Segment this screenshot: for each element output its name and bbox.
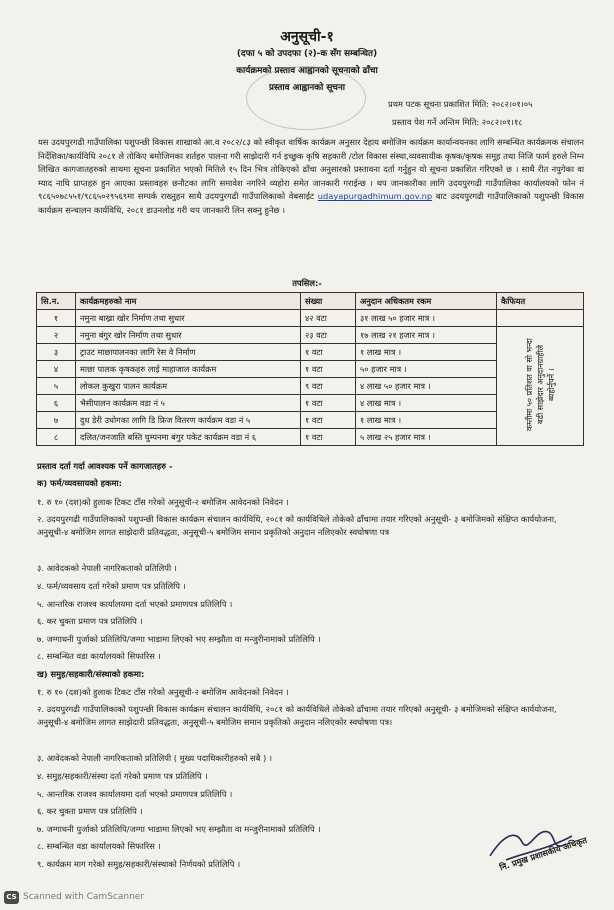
intro-paragraph <box>38 136 584 218</box>
cell-amount: ३१ लाख ५० हजार मात्र । <box>356 310 497 327</box>
camscanner-label: Scanned with CamScanner <box>23 892 145 902</box>
cell-program: नमुना बंगुर खोर निर्माण तथा सुधार <box>76 327 301 344</box>
intro-text-1: यस उदयपुरगढी गाउँपालिका पशुपन्छी विकास शाखाको आ.व २०८२/८३ को स्वीकृत वार्षिक कार्यक्रम अनुसार देहाय बमोजिम कार्यक्रम कार्यान्वयनका लागि सम्बन्धित कार्यक्रमक संचालन निर्देशिका/कार्यविधि २०८१ ले तोकिए बमोजिमका शर्तहरु पालना गरी साझेदारी गर्न इच्छुक कृषि सहकारी /टोल विकास संस्था,व्यवसायीक कृषक/कृषक समूह तथा निजि फार्म हरुले निम्न लिखित कागजातहरुको साथमा सूचना प्रकाशित भएको मितिले १५ दिन भित्र तोकिएको ढाँचा अनुसारको प्रस्तावना दर्ता गर्नुहुन यो सूचना प्रकाशित गरिएको छ । साथै रीत नपुगेका वा म्याद नाघि प्राप्तहरु हुन आएका प्रस्तावहरु छनौटका लागि समावेश नगरिने व्यहोरा समेत जानकारी गराईन्छ । थप जानकारीका लागि उदयपुरगढी गाउँपालिका कार्यालयको फोन नं ९८६५०७८५५१/९८६५०२९५६९मा सम्पर्क राख्नुहन साथै उदयपुरगढी गाउँपालिकाको वेबसाईट <box>38 137 584 202</box>
list-item: ६. कर चुक्ता प्रमाण पत्र प्रतिलिपि । <box>37 806 143 816</box>
col-header-count: संख्या <box>301 293 356 310</box>
documents-heading: प्रस्ताव दर्ता गर्दा आवश्यक पर्ने कागजातहरु - <box>37 461 173 471</box>
first-publish-date: प्रथम पटक सूचना प्रकाशित मिति: २०८२।०१।०५ <box>388 99 533 109</box>
cell-sn: १ <box>37 310 76 327</box>
col-header-program: कार्यक्रमहरुको नाम <box>76 293 301 310</box>
col-header-remarks: कैफियत <box>497 293 584 310</box>
cell-count: १ वटा <box>301 412 356 429</box>
list-item: ४. समुह/सहकारी/संस्था दर्ता गरेको प्रमाण पत्र प्रतिलिपि । <box>37 771 208 781</box>
cell-count: ९ वटा <box>301 378 356 395</box>
list-item: ३. आवेदकको नेपाली नागरिकताको प्रतिलिपी ( मुख्य पदाधिकारीहरुको सबै ) । <box>37 753 272 763</box>
signature-title: नि. प्रमुख प्रशासकीय अधिकृत <box>498 834 589 873</box>
cell-program: लोकल कुखुरा पालन कार्यक्रम <box>76 378 301 395</box>
cell-sn: ३ <box>37 344 76 361</box>
list-item: ८. सम्बन्धित वडा कार्यालयको सिफारिस । <box>37 841 161 851</box>
remarks-text: कम्तीमा ५० प्रतिशत वा सो भन्दा बढी साझेदार अनुदानग्राहीले ब्यहोर्नुपर्ने । <box>524 338 556 432</box>
cell-sn: ४ <box>37 361 76 378</box>
list-item: ५. आन्तरिक राजश्व कार्यालयमा दर्ता भएको प्रमाणपत्र प्रतिलिपि । <box>37 789 233 799</box>
list-item: २. उदयपुरगढी गाउँपालिकाको पशुपन्छी विकास कार्यक्रम संचालन कार्यविधि, २०८१ को कार्यविधिले तोकेको ढाँचामा तयार गरिएको अनुसूची- ३ बमोजिमको संक्षिप्त कार्ययोजना, अनुसूची-४ बमोजिम लागत साझेदारी प्रतिवद्धता, अनुसूची-५ बमोजिम समान प्रकृतिको अनुदान नलिएकोर स्वघोषणा पत्र। <box>37 704 557 727</box>
col-header-amount: अनुदान अधिकतम रकम <box>356 293 497 310</box>
cell-amount: १ लाख मात्र । <box>356 412 497 429</box>
cell-program: ट्राउट माछापालनका लागि रेस वे निर्माण <box>76 344 301 361</box>
list-item: १. रु १० (दश)को हुलाक टिकट टाँस गरेको अनुसूची-२ बमोजिम आवेदनको निवेदन । <box>37 687 289 697</box>
list-item: ७. जग्गाधनी पुर्जाको प्रतिलिपि/जग्गा भाडामा लिएको भए सम्झौता वा मन्जुरीनामाको प्रतिलिपि । <box>37 634 321 644</box>
cell-amount: ५० हजार मात्र । <box>356 361 497 378</box>
list-item: २. उदयपुरगढी गाउँपालिकाको पशुपन्छी विकास कार्यक्रम संचालन कार्यविधि, २०८१ को कार्यविधिले तोकेको ढाँचामा तयार गरिएको अनुसूची- ३ बमोजिमको संक्षिप्त कार्ययोजना, अनुसूची-४ बमोजिम लागत साझेदारी प्रतिवद्धता, अनुसूची-५ बमोजिम समान प्रकृतिको अनुदान नलिएकोर स्वघोषणा पत्र <box>37 514 557 537</box>
list-item: ९. कार्यक्रम माग गरेको समुह/सहकारी/संस्थाको निर्णयको प्रतिलिपि । <box>37 859 241 869</box>
table-header-row <box>37 293 584 310</box>
list-item: ८. सम्बन्धित वडा कार्यालयको सिफारिस । <box>37 651 161 661</box>
cell-count: १ वटा <box>301 361 356 378</box>
table-row <box>37 327 584 344</box>
cell-remarks <box>497 310 584 327</box>
cell-count: ४२ वटा <box>301 310 356 327</box>
cell-sn: ६ <box>37 395 76 412</box>
list-item: ६. कर चुक्ता प्रमाण पत्र प्रतिलिपि । <box>37 616 143 626</box>
cell-sn: ५ <box>37 378 76 395</box>
cell-program: दलित/जनजाति बस्ति घुम्पनमा बंगुर पकेट कार्यक्रम वडा नं ६ <box>76 429 301 446</box>
cell-amount: ५ लाख २५ हजार मात्र । <box>356 429 497 446</box>
camscanner-logo <box>4 891 19 904</box>
cell-amount: १ लाख मात्र । <box>356 344 497 361</box>
cell-program: भैसीपालन कार्यक्रम वडा नं ५ <box>76 395 301 412</box>
camscanner-logo-text: CS <box>6 893 17 901</box>
cell-count: १ वटा <box>301 429 356 446</box>
list-item: ७. जग्गाधनी पुर्जाको प्रतिलिपि/जग्गा भाडामा लिएको भए सम्झौता वा मन्जुरीनामाको प्रतिलिपि । <box>37 824 321 834</box>
cell-count: १ वटा <box>301 344 356 361</box>
format-title: कार्यक्रमको प्रस्ताव आह्वानको सूचनाको ढाँचा <box>236 66 378 76</box>
cell-amount: ४ लाख ५० हजार मात्र । <box>356 378 497 395</box>
cell-program: दुध डेरी उधोगका लागि डि फ्रिज वितरण कार्यक्रम वडा नं ५ <box>76 412 301 429</box>
cell-amount: ४ लाख मात्र । <box>356 395 497 412</box>
list-item: ५. आन्तरिक राजश्व कार्यालयमा दर्ता भएको प्रमाणपत्र प्रतिलिपि । <box>37 599 233 609</box>
cell-remarks <box>497 327 584 446</box>
list-item: ४. फर्म/व्यवसाय दर्ता गरेको प्रमाण पत्र प्रतिलिपि । <box>37 581 186 591</box>
cell-program: नमुना बाख्रा खोर निर्माण तथा सुधार <box>76 310 301 327</box>
list-item: ३. आवेदकको नेपाली नागरिकताको प्रतिलिपी । <box>37 563 177 573</box>
section-b-heading: ख) समुह/सहकारी/संस्थाको हकमा: <box>37 669 145 679</box>
website-link[interactable]: udayapurgadhimum.gov.np <box>317 191 433 202</box>
office-stamp <box>246 66 366 130</box>
section-a-heading: क) फर्म/व्यवसायको हकमा: <box>37 478 122 488</box>
cell-sn: २ <box>37 327 76 344</box>
cell-sn: ७ <box>37 412 76 429</box>
table-row <box>37 310 584 327</box>
table-title: तपसिल:- <box>292 278 322 288</box>
list-item: १. रु १० (दश)को हुलाक टिकट टाँस गरेको अनुसूची-२ बमोजिम आवेदनको निवेदन । <box>37 497 289 507</box>
notice-title: प्रस्ताव आह्वानको सूचना <box>268 83 346 93</box>
intro-text-2: बाट उदयपुरगढी गाउँपालिकाको पशुपन्छी विकास कार्यक्रम सन्चालन कार्यविधि, २०८१ डाउनलोड गरी थप जानकारी लिन सक्नु हुनेछ । <box>38 191 584 215</box>
last-submit-date: प्रस्ताव पेश गर्ने अन्तिम मिति: २०८२।०१।१८ <box>392 117 523 127</box>
clause-reference: (दफा ५ को उपदफा (२)-क सँग सम्बन्धित) <box>236 49 378 59</box>
cell-count: २३ वटा <box>301 327 356 344</box>
col-header-sn: सि.न. <box>37 293 76 310</box>
annex-title: अनुसूची-१ <box>280 29 334 45</box>
program-table <box>36 292 584 446</box>
cell-amount: १७ लाख २१ हजार मात्र । <box>356 327 497 344</box>
cell-count: १ वटा <box>301 395 356 412</box>
cell-sn: ८ <box>37 429 76 446</box>
cell-program: माछा पालक कृषकहरु लाई माहाजाल कार्यक्रम <box>76 361 301 378</box>
